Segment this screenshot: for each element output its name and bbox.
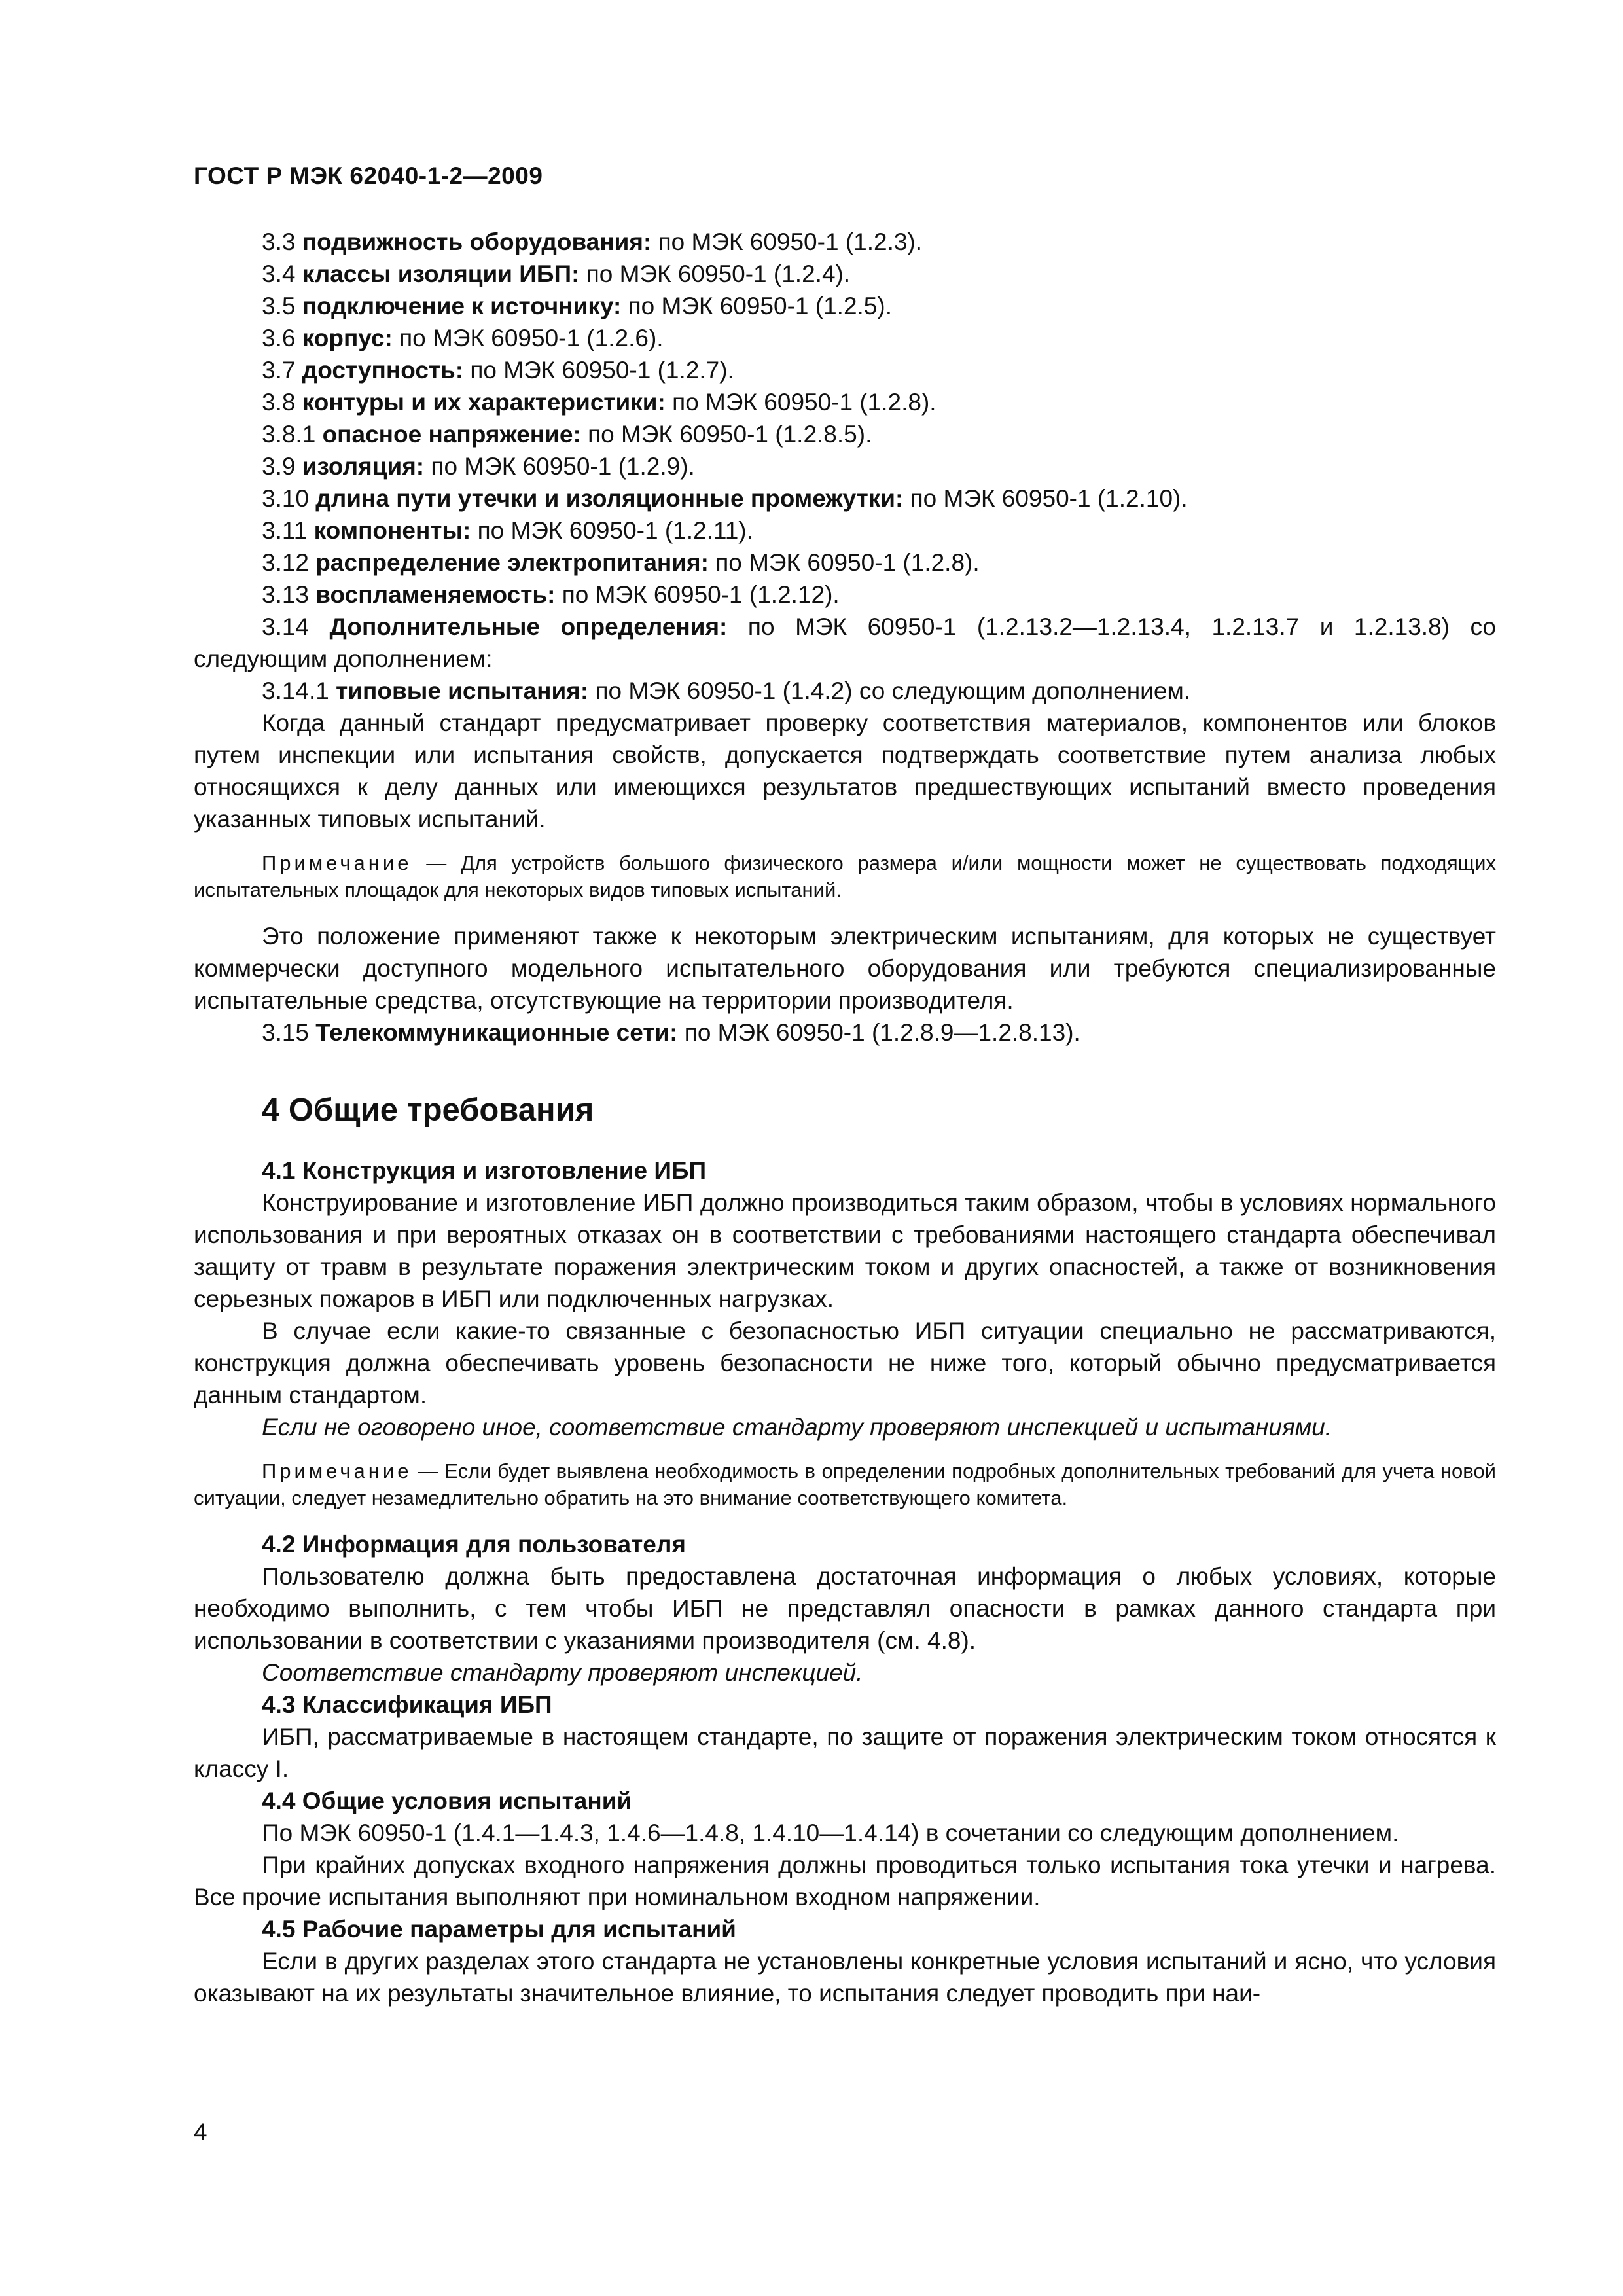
subsection-4-2-heading: 4.2 Информация для пользователя bbox=[262, 1531, 686, 1558]
term-reference: по МЭК 60950-1 (1.2.9). bbox=[431, 453, 695, 480]
term-3-14 bbox=[194, 611, 1496, 675]
paragraph-electric-tests: Это положение применяют также к некоторым электрическим испытаниям, для которых не существует коммерчески доступного модельного испытательного оборудования или требуются специализированные испытательные средства, отсутствующие на территории производителя. bbox=[194, 923, 1496, 1014]
term-name: доступность: bbox=[302, 357, 464, 384]
note-dash: — bbox=[412, 852, 461, 874]
term-name: классы изоляции ИБП: bbox=[302, 260, 580, 287]
term-number: 3.13 bbox=[262, 581, 310, 608]
term-3-14-1 bbox=[194, 675, 1496, 707]
paragraph-4-3-1: ИБП, рассматриваемые в настоящем стандарте, по защите от поражения электрическим током относятся к классу I. bbox=[194, 1723, 1496, 1782]
term-name: компоненты: bbox=[313, 517, 471, 544]
paragraph-4-2-1: Пользователю должна быть предоставлена достаточная информация о любых условиях, которые необходимо выполнить, с тем чтобы ИБП не представлял опасности в рамках данного стандарта при использовании в соответствии с указаниями производителя (см. 4.8). bbox=[194, 1563, 1496, 1654]
paragraph-4-1-2: В случае если какие-то связанные с безопасностью ИБП ситуации специально не рассматриваются, конструкция должна обеспечивать уровень безопасности не ниже того, который обычно предусматривается данным стандартом. bbox=[194, 1318, 1496, 1408]
term-number: 3.7 bbox=[262, 357, 296, 384]
term-number: 3.4 bbox=[262, 260, 296, 287]
term-number: 3.8.1 bbox=[262, 421, 316, 448]
paragraph-4-4-2: При крайних допусках входного напряжения должны проводиться только испытания тока утечки и нагрева. Все прочие испытания выполняют при номинальном входном напряжении. bbox=[194, 1852, 1496, 1910]
paragraph-4-2-2: Соответствие стандарту проверяют инспекцией. bbox=[262, 1659, 863, 1686]
term-name: подключение к источнику: bbox=[302, 293, 622, 319]
term-3-4 bbox=[194, 258, 1496, 290]
subsection-4-1-heading: 4.1 Конструкция и изготовление ИБП bbox=[262, 1157, 707, 1184]
paragraph-4-4-1: По МЭК 60950-1 (1.4.1—1.4.3, 1.4.6—1.4.8, 1.4.10—1.4.14) в сочетании со следующим дополнением. bbox=[262, 1820, 1399, 1846]
note-text: Для устройств большого физического размера и/или мощности может не существовать подходящих испытательных площадок для некоторых видов типовых испытаний. bbox=[194, 852, 1496, 901]
paragraph-4-5-1: Если в других разделах этого стандарта не установлены конкретные условия испытаний и ясно, что условия оказывают на их результаты значительное влияние, то испытания следует проводить при наи- bbox=[194, 1948, 1496, 2007]
note-text: Если будет выявлена необходимость в определении подробных дополнительных требований для учета новой ситуации, следует незамедлительно обратить на это внимание соответствующего комитета. bbox=[194, 1460, 1496, 1509]
term-3-10 bbox=[194, 482, 1496, 514]
term-reference: по МЭК 60950-1 (1.2.8). bbox=[672, 389, 936, 416]
term-number: 3.3 bbox=[262, 228, 296, 255]
term-reference: по МЭК 60950-1 (1.2.11). bbox=[477, 517, 753, 544]
term-reference: по МЭК 60950-1 (1.2.7). bbox=[470, 357, 734, 384]
term-reference: по МЭК 60950-1 (1.2.8). bbox=[715, 549, 980, 576]
term-reference: по МЭК 60950-1 (1.2.10). bbox=[910, 485, 1188, 512]
term-3-11 bbox=[194, 514, 1496, 547]
term-3-8 bbox=[194, 386, 1496, 418]
note-2 bbox=[194, 1458, 1496, 1511]
term-name: изоляция: bbox=[302, 453, 425, 480]
term-3-12 bbox=[194, 547, 1496, 579]
term-number: 3.6 bbox=[262, 325, 296, 351]
subsection-4-5-heading: 4.5 Рабочие параметры для испытаний bbox=[262, 1916, 736, 1943]
paragraph-4-1-1: Конструирование и изготовление ИБП должно производиться таким образом, чтобы в условиях нормального использования и при вероятных отказах он в соответствии с требованиями настоящего стандарта обеспечивал защиту от травм в результате поражения электрическим током и других опасностей, а также от возникновения серьезных пожаров в ИБП или подключенных нагрузках. bbox=[194, 1189, 1496, 1312]
note-dash: — bbox=[412, 1460, 445, 1482]
term-name: Дополнительные определения: bbox=[329, 613, 728, 640]
term-number: 3.10 bbox=[262, 485, 310, 512]
term-reference: по МЭК 60950-1 (1.2.8.9—1.2.8.13). bbox=[684, 1019, 1080, 1046]
term-number: 3.9 bbox=[262, 453, 296, 480]
term-name: распределение электропитания: bbox=[315, 549, 709, 576]
term-3-5 bbox=[194, 290, 1496, 322]
term-name: опасное напряжение: bbox=[322, 421, 581, 448]
term-reference: по МЭК 60950-1 (1.2.4). bbox=[586, 260, 851, 287]
note-label: Примечание bbox=[262, 1460, 412, 1482]
paragraph-type-tests: Когда данный стандарт предусматривает проверку соответствия материалов, компонентов или блоков путем инспекции или испытания свойств, допускается подтверждать соответствие путем анализа любых относящихся к делу данных или имеющихся результатов предшествующих испытаний вместо проведения указанных типовых испытаний. bbox=[194, 709, 1496, 833]
term-3-7 bbox=[194, 354, 1496, 386]
term-reference: по МЭК 60950-1 (1.2.13.2—1.2.13.4, 1.2.13.7 и 1.2.13.8) со следующим дополнением: bbox=[194, 613, 1496, 672]
term-name: подвижность оборудования: bbox=[302, 228, 652, 255]
term-number: 3.15 bbox=[262, 1019, 310, 1046]
term-name: корпус: bbox=[302, 325, 393, 351]
term-3-6 bbox=[194, 322, 1496, 354]
term-name: контуры и их характеристики: bbox=[302, 389, 666, 416]
term-number: 3.11 bbox=[262, 517, 308, 544]
term-name: типовые испытания: bbox=[336, 677, 589, 704]
subsection-4-4-heading: 4.4 Общие условия испытаний bbox=[262, 1787, 632, 1814]
subsection-4-3-heading: 4.3 Классификация ИБП bbox=[262, 1691, 552, 1718]
term-reference: по МЭК 60950-1 (1.2.5). bbox=[628, 293, 892, 319]
term-name: длина пути утечки и изоляционные промежутки: bbox=[315, 485, 904, 512]
term-number: 3.12 bbox=[262, 549, 310, 576]
term-3-15 bbox=[194, 1016, 1496, 1049]
term-3-3 bbox=[194, 226, 1496, 258]
term-reference: по МЭК 60950-1 (1.2.3). bbox=[658, 228, 923, 255]
term-name: Телекоммуникационные сети: bbox=[315, 1019, 678, 1046]
term-name: воспламеняемость: bbox=[315, 581, 556, 608]
term-number: 3.14.1 bbox=[262, 677, 329, 704]
term-3-8-1 bbox=[194, 418, 1496, 450]
term-number: 3.5 bbox=[262, 293, 296, 319]
page-number: 4 bbox=[194, 2119, 207, 2145]
term-number: 3.8 bbox=[262, 389, 296, 416]
term-3-13 bbox=[194, 579, 1496, 611]
terms-list bbox=[194, 226, 1496, 611]
term-reference: по МЭК 60950-1 (1.2.6). bbox=[399, 325, 664, 351]
document-body bbox=[194, 226, 1496, 2009]
term-reference: по МЭК 60950-1 (1.2.8.5). bbox=[588, 421, 872, 448]
paragraph-4-1-3: Если не оговорено иное, соответствие стандарту проверяют инспекцией и испытаниями. bbox=[262, 1414, 1332, 1441]
section-4-heading: 4 Общие требования bbox=[262, 1092, 594, 1128]
note-1 bbox=[194, 850, 1496, 903]
document-header: ГОСТ Р МЭК 62040-1-2—2009 bbox=[194, 162, 543, 189]
term-reference: по МЭК 60950-1 (1.2.12). bbox=[562, 581, 840, 608]
term-number: 3.14 bbox=[262, 613, 310, 640]
note-label: Примечание bbox=[262, 852, 412, 874]
term-3-9 bbox=[194, 450, 1496, 482]
term-reference: по МЭК 60950-1 (1.4.2) со следующим дополнением. bbox=[595, 677, 1191, 704]
